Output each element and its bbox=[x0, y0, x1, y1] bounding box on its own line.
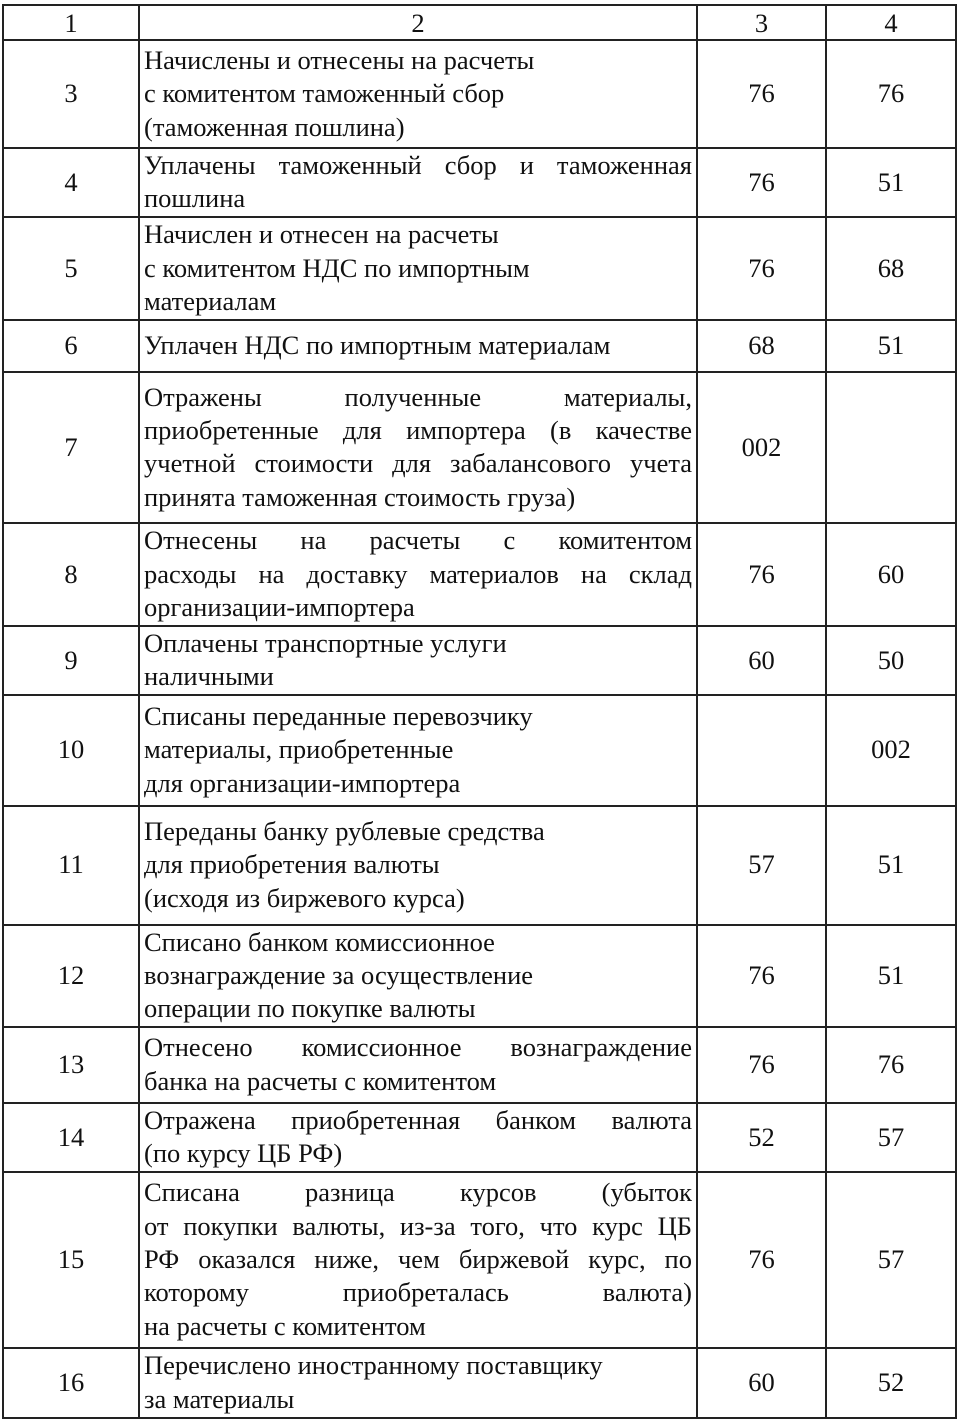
debit-account: 52 bbox=[697, 1103, 826, 1172]
description-line: с комитентом НДС по импортным bbox=[144, 252, 530, 283]
operation-description bbox=[139, 523, 697, 626]
operation-description bbox=[139, 320, 697, 372]
description-line: Списано банком комиссионное bbox=[144, 926, 495, 957]
description-line: (по курсу ЦБ РФ) bbox=[144, 1138, 343, 1169]
description-line: Переданы банку рублевые средства bbox=[144, 816, 545, 847]
debit-account: 76 bbox=[697, 1172, 826, 1348]
debit-account: 76 bbox=[697, 523, 826, 626]
row-number: 10 bbox=[3, 695, 139, 806]
debit-account bbox=[697, 695, 826, 806]
description-line: операции по покупке валюты bbox=[144, 993, 476, 1024]
operation-description bbox=[139, 925, 697, 1027]
table-row bbox=[3, 217, 956, 320]
table-row bbox=[3, 40, 956, 148]
description-line: Уплачены таможенный сбор и таможенная bbox=[144, 150, 692, 180]
description-line: Отражена приобретенная банком валюта bbox=[144, 1104, 692, 1135]
credit-account: 57 bbox=[826, 1172, 956, 1348]
description-line: с комитентом таможенный сбор bbox=[144, 78, 505, 109]
credit-account: 60 bbox=[826, 523, 956, 626]
operation-description bbox=[139, 695, 697, 806]
posting-table bbox=[2, 4, 957, 1419]
table-row bbox=[3, 626, 956, 695]
credit-account: 57 bbox=[826, 1103, 956, 1172]
debit-account: 60 bbox=[697, 626, 826, 695]
row-number: 7 bbox=[3, 372, 139, 523]
description-line: материалы, приобретенные bbox=[144, 734, 454, 765]
row-number: 9 bbox=[3, 626, 139, 695]
operation-description bbox=[139, 217, 697, 320]
description-line: от покупки валюты, из-за того, что курс ЦБ bbox=[144, 1210, 692, 1241]
description-line: принята таможенная стоимость груза) bbox=[144, 481, 576, 512]
posting-table-body bbox=[3, 5, 956, 1418]
operation-description bbox=[139, 1027, 697, 1103]
description-line: приобретенные для импортера (в качестве bbox=[144, 414, 692, 445]
credit-account: 76 bbox=[826, 40, 956, 148]
operation-description bbox=[139, 1103, 697, 1172]
description-line: которому приобреталась валюта) bbox=[144, 1277, 692, 1308]
row-number: 13 bbox=[3, 1027, 139, 1103]
operation-description bbox=[139, 1348, 697, 1418]
table-row bbox=[3, 806, 956, 925]
operation-description bbox=[139, 148, 697, 217]
operation-description bbox=[139, 372, 697, 523]
table-row bbox=[3, 1348, 956, 1418]
description-line: РФ оказался ниже, чем биржевой курс, по bbox=[144, 1243, 692, 1274]
description-line: Начислены и отнесены на расчеты bbox=[144, 44, 535, 75]
row-number: 12 bbox=[3, 925, 139, 1027]
credit-account bbox=[826, 372, 956, 523]
column-header-1: 1 bbox=[3, 5, 139, 40]
description-line: расходы на доставку материалов на склад bbox=[144, 558, 692, 589]
description-line: Списана разница курсов (убыток bbox=[144, 1177, 692, 1208]
row-number: 14 bbox=[3, 1103, 139, 1172]
header-row bbox=[3, 5, 956, 40]
credit-account: 51 bbox=[826, 925, 956, 1027]
credit-account: 68 bbox=[826, 217, 956, 320]
description-line: для приобретения валюты bbox=[144, 849, 440, 880]
description-line: наличными bbox=[144, 661, 274, 692]
description-line: Оплачены транспортные услуги bbox=[144, 627, 507, 658]
table-row bbox=[3, 1172, 956, 1348]
operation-description bbox=[139, 626, 697, 695]
table-row bbox=[3, 695, 956, 806]
description-line: за материалы bbox=[144, 1383, 295, 1414]
table-row bbox=[3, 320, 956, 372]
debit-account: 76 bbox=[697, 40, 826, 148]
description-line: материалам bbox=[144, 286, 277, 317]
row-number: 3 bbox=[3, 40, 139, 148]
debit-account: 76 bbox=[697, 148, 826, 217]
debit-account: 76 bbox=[697, 925, 826, 1027]
operation-description bbox=[139, 40, 697, 148]
credit-account: 51 bbox=[826, 148, 956, 217]
description-line: банка на расчеты с комитентом bbox=[144, 1065, 497, 1096]
credit-account: 76 bbox=[826, 1027, 956, 1103]
description-line: Списаны переданные перевозчику bbox=[144, 701, 533, 732]
credit-account: 50 bbox=[826, 626, 956, 695]
credit-account: 51 bbox=[826, 320, 956, 372]
operation-description bbox=[139, 1172, 697, 1348]
row-number: 6 bbox=[3, 320, 139, 372]
credit-account: 51 bbox=[826, 806, 956, 925]
operation-description bbox=[139, 806, 697, 925]
description-line: Отражены полученные материалы, bbox=[144, 381, 692, 412]
debit-account: 60 bbox=[697, 1348, 826, 1418]
debit-account: 57 bbox=[697, 806, 826, 925]
description-line: на расчеты с комитентом bbox=[144, 1310, 426, 1341]
row-number: 16 bbox=[3, 1348, 139, 1418]
description-line: учетной стоимости для забалансового учета bbox=[144, 448, 692, 479]
debit-account: 76 bbox=[697, 1027, 826, 1103]
column-header-2: 2 bbox=[139, 5, 697, 40]
description-line: вознаграждение за осуществление bbox=[144, 960, 534, 991]
credit-account: 52 bbox=[826, 1348, 956, 1418]
row-number: 8 bbox=[3, 523, 139, 626]
description-line: Отнесены на расчеты с комитентом bbox=[144, 525, 692, 556]
column-header-4: 4 bbox=[826, 5, 956, 40]
description-line: организации-импортера bbox=[144, 592, 415, 623]
description-line: Уплачен НДС по импортным материалам bbox=[144, 330, 611, 361]
row-number: 5 bbox=[3, 217, 139, 320]
description-line: пошлина bbox=[144, 183, 246, 214]
table-row bbox=[3, 148, 956, 217]
debit-account: 68 bbox=[697, 320, 826, 372]
column-header-3: 3 bbox=[697, 5, 826, 40]
row-number: 4 bbox=[3, 148, 139, 217]
row-number: 15 bbox=[3, 1172, 139, 1348]
description-line: Перечислено иностранному поставщику bbox=[144, 1350, 603, 1381]
description-line: для организации-импортера bbox=[144, 767, 461, 798]
table-row bbox=[3, 1027, 956, 1103]
debit-account: 76 bbox=[697, 217, 826, 320]
row-number: 11 bbox=[3, 806, 139, 925]
table-row bbox=[3, 1103, 956, 1172]
debit-account: 002 bbox=[697, 372, 826, 523]
description-line: Начислен и отнесен на расчеты bbox=[144, 219, 499, 250]
table-row bbox=[3, 925, 956, 1027]
description-line: (исходя из биржевого курса) bbox=[144, 882, 465, 913]
description-line: Отнесено комиссионное вознаграждение bbox=[144, 1032, 692, 1063]
table-row bbox=[3, 372, 956, 523]
description-line: (таможенная пошлина) bbox=[144, 111, 405, 142]
credit-account: 002 bbox=[826, 695, 956, 806]
table-row bbox=[3, 523, 956, 626]
